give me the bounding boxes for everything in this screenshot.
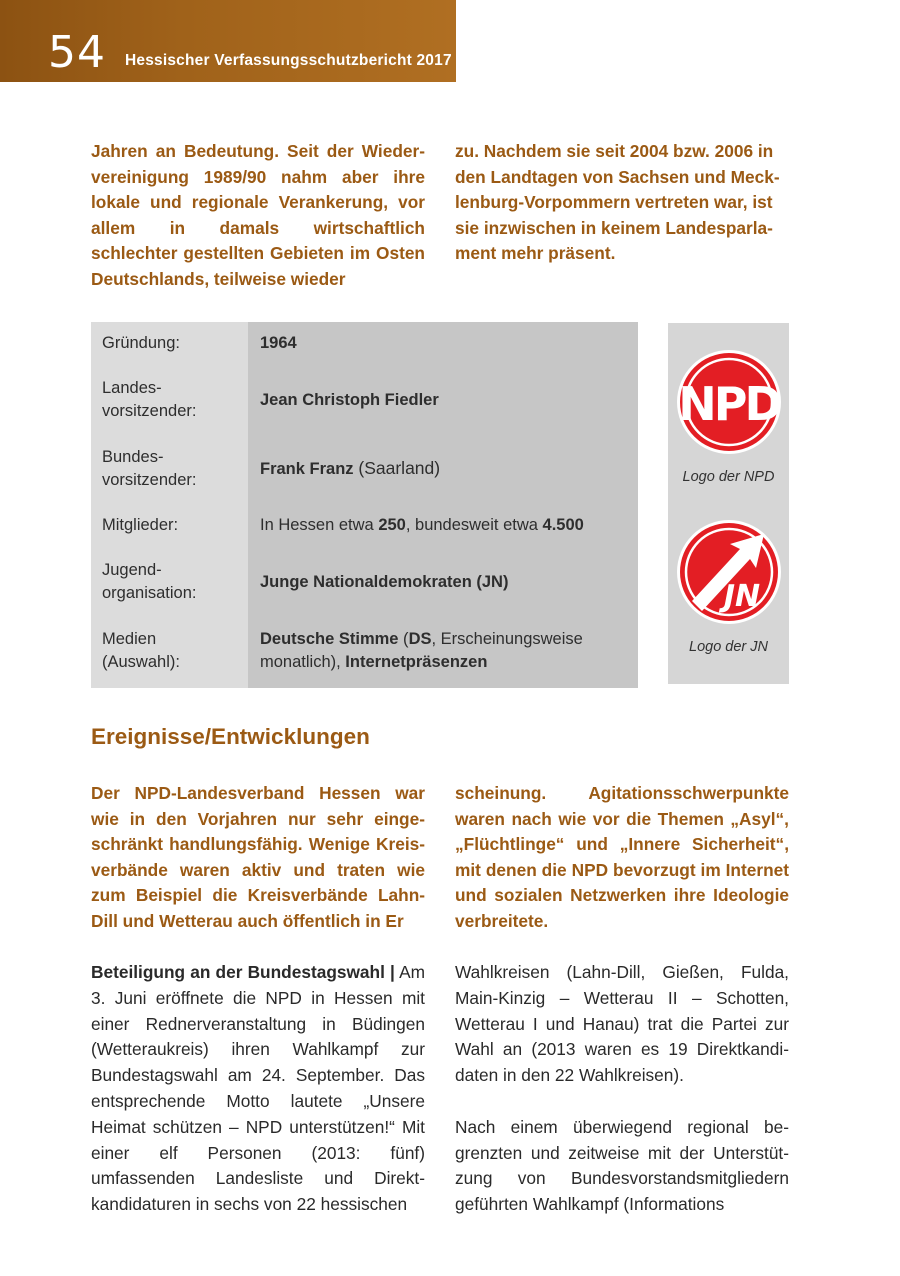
body-left-paragraph	[91, 960, 425, 1218]
media-description: , Erscheinungsweise monatlich),	[260, 630, 583, 671]
youth-organisation-name: Junge Nationaldemokraten (JN)	[260, 573, 509, 591]
jn-logo-caption: Logo der JN	[689, 639, 768, 655]
intro-right-text: zu. Nachdem sie seit 2004 bzw. 2006 in den Landtagen von Sachsen und Mecklenburg-Vorpommern vertreten war, ist sie inzwischen in keinem Landesparlament mehr präsent.	[455, 141, 780, 263]
members-hessen-count: 250	[378, 516, 406, 534]
founding-year: 1964	[260, 334, 297, 352]
section-lead-right-column	[455, 781, 789, 934]
state-chair-value	[260, 389, 620, 412]
party-factbox	[91, 322, 638, 688]
media-value	[260, 628, 620, 674]
media-abbreviation: DS	[408, 630, 432, 648]
federal-chair-label: Bundes- vorsitzender:	[102, 448, 197, 489]
body-left-text: Am 3. Juni eröffnete die NPD in Hessen mit einer Rednerveranstaltung in Büdingen (Wetteraukreis) ihren Wahlkampf zur Bundestagswahl am 24. September. Das entsprechende Motto lautete „Unsere Heimat schützen – NPD unterstützen!“ Mit einer elf Personen (2013: fünf) umfassenden Landesliste und Direktkandidaturen in sechs von 22 hessischen	[91, 962, 425, 1215]
media-paren: (	[398, 630, 409, 648]
page-number: 54	[48, 27, 106, 78]
youth-value	[260, 571, 620, 594]
federal-chair-region: (Saarland)	[353, 458, 441, 478]
youth-label: Jugend- organisation:	[102, 561, 197, 602]
media-label: Medien (Auswahl):	[102, 630, 180, 671]
founding-label: Gründung:	[102, 334, 180, 352]
body-right-paragraph-1: Wahlkreisen (Lahn-Dill, Gießen, Fulda, Main-Kinzig – Wetterau II – Schotten, Wetterau I und Hanau) trat die Partei zur Wahl an (2013 waren es 19 Direktkandidaten in den 22 Wahlkreisen).	[455, 962, 789, 1086]
media-newspaper-name: Deutsche Stimme	[260, 630, 399, 648]
body-right-column	[455, 960, 789, 1218]
members-text-federal: , bundesweit etwa	[405, 516, 543, 534]
body-right-paragraph-2: Nach einem überwiegend regional begrenzten und zeitweise mit der Unterstützung von Bundesvorstandsmitgliedern geführten Wahlkampf (Informations	[455, 1116, 789, 1215]
federal-chair-value	[260, 457, 620, 481]
jn-logo	[677, 520, 781, 624]
federal-chair-name: Frank Franz	[260, 460, 354, 478]
body-left-heading: Beteiligung an der Bundestagswahl |	[91, 962, 395, 982]
section-lead-right: scheinung. Agitationsschwerpunkte waren nach wie vor die Themen „Asyl“, „Flüchtlinge“ und „Innere Sicherheit“, mit denen die NPD bevorzugt im Internet und sozialen Netzwerken ihre Ideologie verbreitete.	[455, 783, 789, 931]
members-value	[260, 514, 620, 537]
logo-box	[668, 323, 789, 684]
members-federal-count: 4.500	[542, 516, 584, 534]
npd-logo-text: NPD	[678, 377, 780, 431]
npd-logo	[677, 350, 781, 454]
founding-value	[260, 332, 620, 355]
section-heading: Ereignisse/Entwicklungen	[91, 724, 370, 749]
media-internet: Internetpräsenzen	[345, 653, 488, 671]
section-lead-left: Der NPD-Landesverband Hessen war wie in den Vorjahren nur sehr eingeschränkt handlungsfähig. Wenige Kreisverbände waren aktiv und traten wie zum Beispiel die Kreisverbände Lahn-Dill und Wetterau auch öffentlich in Er	[91, 783, 425, 931]
intro-left-text: Jahren an Bedeutung. Seit der Wiedervereinigung 1989/90 nahm aber ihre lokale und regionale Verankerung, vor allem in damals wirtschaftlich schlechter gestellten Gebieten im Osten Deutschlands, teilweise wieder	[91, 141, 425, 289]
members-label: Mitglieder:	[102, 516, 179, 534]
intro-right-column	[455, 139, 789, 267]
npd-logo-caption: Logo der NPD	[682, 469, 775, 485]
logos-svg	[668, 323, 789, 684]
state-chair-label: Landes- vorsitzender:	[102, 379, 197, 420]
intro-left-column	[91, 139, 425, 292]
jn-logo-text: JN	[723, 579, 761, 614]
section-lead-left-column	[91, 781, 425, 934]
report-title: Hessischer Verfassungsschutzbericht 2017	[125, 52, 452, 69]
body-left-column	[91, 960, 425, 1218]
state-chair-name: Jean Christoph Fiedler	[260, 391, 439, 409]
members-text-hessen: In Hessen etwa	[260, 516, 379, 534]
page-header	[0, 0, 456, 82]
